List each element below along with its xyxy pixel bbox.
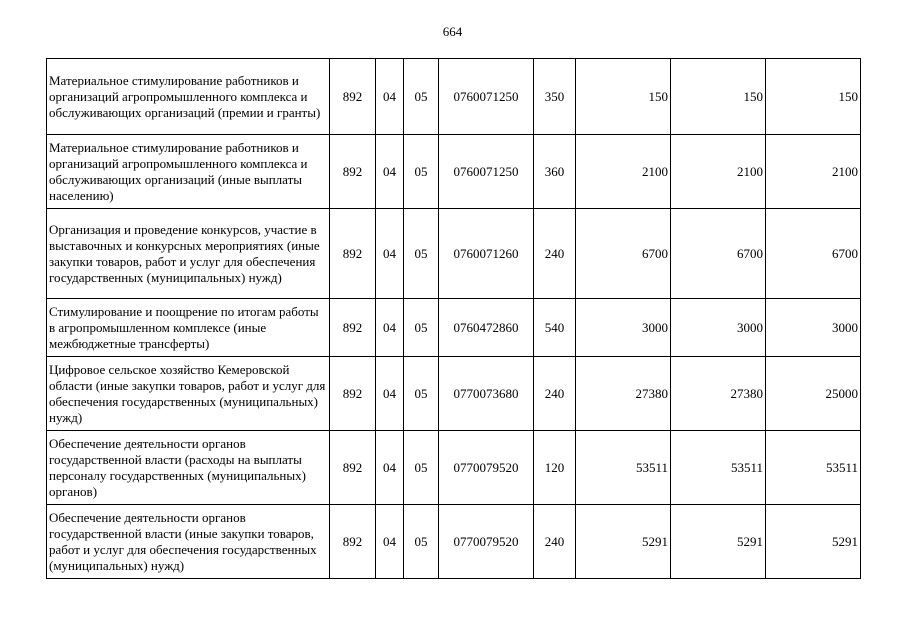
section-code: 04 (376, 209, 404, 299)
expense-name: Материальное стимулирование работников и организаций агропромышленного комплекса и обслуживающих организаций (премии и гранты) (47, 59, 330, 135)
amount-year-3: 6700 (766, 209, 861, 299)
table-row (47, 299, 861, 357)
subsection-code: 05 (404, 209, 439, 299)
expense-type-code: 360 (534, 135, 576, 209)
amount-year-2: 3000 (671, 299, 766, 357)
subsection-code: 05 (404, 299, 439, 357)
target-article-code: 0770079520 (439, 505, 534, 579)
amount-year-2: 150 (671, 59, 766, 135)
table-row (47, 357, 861, 431)
table-row (47, 59, 861, 135)
amount-year-2: 6700 (671, 209, 766, 299)
grbs-code: 892 (330, 505, 376, 579)
amount-year-3: 53511 (766, 431, 861, 505)
table-row (47, 135, 861, 209)
amount-year-2: 2100 (671, 135, 766, 209)
expense-type-code: 240 (534, 357, 576, 431)
target-article-code: 0770073680 (439, 357, 534, 431)
page-number: 664 (442, 24, 463, 39)
amount-year-2: 5291 (671, 505, 766, 579)
expense-name: Стимулирование и поощрение по итогам работы в агропромышленном комплексе (иные межбюджетные трансферты) (47, 299, 330, 357)
section-code: 04 (376, 431, 404, 505)
table-body (47, 59, 861, 579)
table-row (47, 505, 861, 579)
expense-name: Материальное стимулирование работников и организаций агропромышленного комплекса и обслуживающих организаций (иные выплаты населению) (47, 135, 330, 209)
grbs-code: 892 (330, 59, 376, 135)
grbs-code: 892 (330, 299, 376, 357)
expense-name: Обеспечение деятельности органов государственной власти (иные закупки товаров, работ и услуг для обеспечения государственных (муниципальных) нужд) (47, 505, 330, 579)
section-code: 04 (376, 505, 404, 579)
target-article-code: 0760071250 (439, 59, 534, 135)
expense-type-code: 240 (534, 209, 576, 299)
section-code: 04 (376, 59, 404, 135)
target-article-code: 0760071250 (439, 135, 534, 209)
grbs-code: 892 (330, 357, 376, 431)
table-row (47, 209, 861, 299)
amount-year-3: 3000 (766, 299, 861, 357)
expense-type-code: 240 (534, 505, 576, 579)
grbs-code: 892 (330, 135, 376, 209)
amount-year-1: 3000 (576, 299, 671, 357)
subsection-code: 05 (404, 357, 439, 431)
amount-year-1: 53511 (576, 431, 671, 505)
target-article-code: 0770079520 (439, 431, 534, 505)
grbs-code: 892 (330, 209, 376, 299)
amount-year-3: 5291 (766, 505, 861, 579)
expense-name: Цифровое сельское хозяйство Кемеровской области (иные закупки товаров, работ и услуг для обеспечения государственных (муниципальных) нужд) (47, 357, 330, 431)
section-code: 04 (376, 357, 404, 431)
amount-year-3: 2100 (766, 135, 861, 209)
amount-year-1: 150 (576, 59, 671, 135)
expense-type-code: 350 (534, 59, 576, 135)
subsection-code: 05 (404, 505, 439, 579)
target-article-code: 0760472860 (439, 299, 534, 357)
subsection-code: 05 (404, 59, 439, 135)
amount-year-3: 150 (766, 59, 861, 135)
target-article-code: 0760071260 (439, 209, 534, 299)
subsection-code: 05 (404, 431, 439, 505)
amount-year-2: 53511 (671, 431, 766, 505)
amount-year-2: 27380 (671, 357, 766, 431)
expense-name: Обеспечение деятельности органов государственной власти (расходы на выплаты персоналу государственных (муниципальных) органов) (47, 431, 330, 505)
table-row (47, 431, 861, 505)
amount-year-1: 5291 (576, 505, 671, 579)
amount-year-3: 25000 (766, 357, 861, 431)
expense-type-code: 540 (534, 299, 576, 357)
amount-year-1: 2100 (576, 135, 671, 209)
subsection-code: 05 (404, 135, 439, 209)
budget-table (46, 58, 861, 579)
section-code: 04 (376, 135, 404, 209)
section-code: 04 (376, 299, 404, 357)
grbs-code: 892 (330, 431, 376, 505)
amount-year-1: 6700 (576, 209, 671, 299)
amount-year-1: 27380 (576, 357, 671, 431)
expense-name: Организация и проведение конкурсов, участие в выставочных и конкурсных мероприятиях (иные закупки товаров, работ и услуг для обеспечения государственных (муниципальных) нужд) (47, 209, 330, 299)
expense-type-code: 120 (534, 431, 576, 505)
